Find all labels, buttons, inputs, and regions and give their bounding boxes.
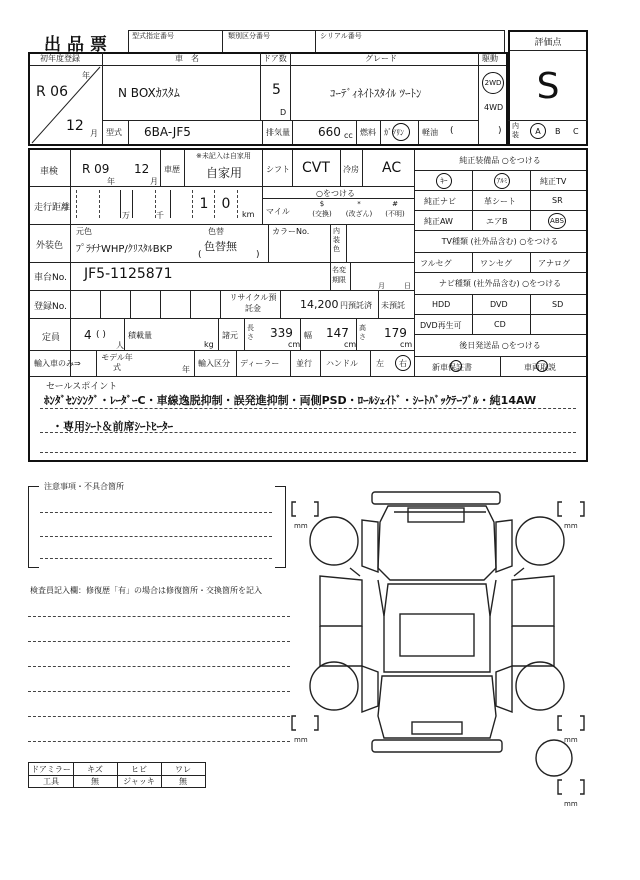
navi-cd: CD xyxy=(494,320,506,329)
name-change-day: 日 xyxy=(404,282,411,290)
equip-abs-circled: ABS xyxy=(548,213,566,229)
model-label: 型式 xyxy=(106,128,122,137)
equip-navi: 純正ナビ xyxy=(424,197,456,206)
inspection-year: R 09 xyxy=(82,162,110,176)
fuel-diesel: 軽油 xyxy=(422,128,438,137)
navi-dvd-play: DVD再生可 xyxy=(420,321,462,330)
drive-label: 駆動 xyxy=(482,54,498,63)
car-name-label: 車 名 xyxy=(175,54,199,63)
mile-circle-note: ○をつける xyxy=(316,189,355,198)
equipment-title: 純正装備品 ○をつける xyxy=(414,150,586,171)
equip-leather: 革シート xyxy=(484,197,516,206)
equip-key-circled: ｷｰ xyxy=(436,173,452,189)
capacity-label: 定員 xyxy=(42,333,61,343)
later-warranty: 新車保証書 xyxy=(432,363,472,372)
fuel-gasoline-circled: ｶﾞｿﾘﾝ xyxy=(384,128,404,137)
doors-value: 5 xyxy=(272,82,281,98)
first-reg-year: R 06 xyxy=(36,84,68,100)
warranty-circle-mark xyxy=(450,360,462,372)
mileage-digits xyxy=(76,190,266,220)
exterior-color-label: 外装色 xyxy=(36,241,64,251)
legend-crack: ヒビ xyxy=(131,764,147,774)
history-value: 自家用 xyxy=(206,166,243,180)
sales-point-line2: ・専用ｼｰﾄ＆前席ｼｰﾄﾋｰﾀｰ xyxy=(52,420,173,433)
tv-type-title: TV種類 (社外品含む) ○をつける xyxy=(414,230,586,253)
length-value: 339 xyxy=(270,326,293,340)
import-parallel: 並行 xyxy=(296,359,312,368)
displacement-label: 排気量 xyxy=(266,128,290,137)
displacement-value: 660 xyxy=(318,125,341,139)
capacity-value: 4 xyxy=(84,328,92,342)
sales-point-label: セールスポイント xyxy=(46,382,118,392)
name-change-month: 月 xyxy=(378,282,385,290)
load-unit: kg xyxy=(204,340,214,349)
handle-right-circled: 右 xyxy=(395,355,411,371)
load-label: 積載量 xyxy=(128,331,152,340)
mm-front-right: mm xyxy=(564,522,578,530)
legend-break: ワレ xyxy=(175,764,191,774)
displacement-unit: cc xyxy=(344,131,353,140)
equip-airbag: エアB xyxy=(486,217,508,226)
registration-label: 登録No. xyxy=(34,302,67,312)
chassis-value: JF5-1125871 xyxy=(84,266,173,282)
drive-2wd-circled: 2WD xyxy=(482,72,504,94)
first-reg-label: 初年度登録 xyxy=(40,54,80,63)
notes-box[interactable] xyxy=(28,486,286,568)
mileage-digit-5: 0 xyxy=(214,190,238,218)
tv-oneseg: ワンセグ xyxy=(480,259,512,268)
first-reg-month: 12 xyxy=(66,118,84,134)
ac-value: AC xyxy=(382,160,402,176)
height-value: 179 xyxy=(384,326,407,340)
inspection-year-suffix: 年 xyxy=(107,177,115,186)
navi-dvd: DVD xyxy=(490,300,508,309)
evaluation-label: 評価点 xyxy=(510,32,586,51)
form-title: 出品票 xyxy=(44,35,113,55)
mile-swap: $ (交換) xyxy=(312,200,332,218)
color-number-label: カラーNo. xyxy=(272,227,310,236)
shift-label: シフト xyxy=(266,165,290,174)
grade-label: グレード xyxy=(365,54,397,63)
later-manual: 車両取説 xyxy=(524,363,556,372)
length-label: 長さ xyxy=(247,324,254,341)
navi-hdd: HDD xyxy=(432,300,451,309)
interior-grade-b: B xyxy=(555,127,561,136)
repaint-label: 色替 xyxy=(208,227,224,236)
name-change-label: 名変期限 xyxy=(332,266,346,284)
doors-label: ドア数 xyxy=(263,54,287,63)
mileage-label: 走行距離 xyxy=(34,203,71,213)
car-name-value: N BOXｶｽﾀﾑ xyxy=(118,86,180,100)
legend-jack-value: 無 xyxy=(179,776,187,786)
year-suffix: 年 xyxy=(82,71,90,80)
grade-value: ｺｰﾃﾞｨﾈｲﾄｽﾀｲﾙ ﾂｰﾄﾝ xyxy=(330,87,422,100)
tv-analog: アナログ xyxy=(538,259,570,268)
width-unit: cm xyxy=(344,340,357,349)
mileage-digit-4: 1 xyxy=(192,190,215,218)
inspection-label: 車検 xyxy=(40,167,59,177)
mileage-unit: km xyxy=(242,210,255,219)
mile-unknown: # (不明) xyxy=(385,200,405,218)
fuel-label: 燃料 xyxy=(360,128,376,137)
length-unit: cm xyxy=(288,340,301,349)
header-number-fields xyxy=(128,30,505,54)
recycle-unpaid: 未預託 xyxy=(381,301,405,310)
serial-label: シリアル番号 xyxy=(320,32,362,40)
legend-jack: ジャッキ xyxy=(123,776,155,786)
legend-table xyxy=(28,762,206,788)
mile-label: マイル xyxy=(266,207,290,216)
inspector-label: 検査員記入欄：修復歴「有」の場合は修復箇所・交換箇所を記入 xyxy=(30,586,262,595)
legend-tools: 工具 xyxy=(43,776,59,786)
handle-left: 左 xyxy=(376,359,384,368)
equip-sunroof: SR xyxy=(552,196,563,205)
notes-label: 注意事項・不具合箇所 xyxy=(44,482,124,491)
ac-label: 冷房 xyxy=(343,165,359,174)
model-year-label: モデル年式 xyxy=(101,353,133,372)
recycle-unit: 円預託済 xyxy=(340,301,372,310)
interior-label: 内装 xyxy=(512,122,519,139)
history-label: 車歴 xyxy=(164,165,180,174)
month-suffix: 月 xyxy=(90,129,98,138)
mm-rear-left: mm xyxy=(294,736,308,744)
mm-spare: mm xyxy=(564,800,578,808)
recycle-value: 14,200 xyxy=(300,298,339,311)
original-color-label: 元色 xyxy=(76,227,92,236)
fuel-circle-mark xyxy=(392,123,410,141)
handle-label: ハンドル xyxy=(326,359,358,368)
mileage-sen-unit: 千 xyxy=(156,211,164,220)
original-color-value: ﾌﾟﾗﾁﾅWHP/ｸﾘｽﾀﾙBKP xyxy=(76,244,173,255)
mm-front-left: mm xyxy=(294,522,308,530)
evaluation-score: S xyxy=(536,65,560,107)
later-ship-title: 後日発送品 ○をつける xyxy=(414,334,586,357)
model-value: 6BA-JF5 xyxy=(144,125,191,139)
height-unit: cm xyxy=(400,340,413,349)
import-dealer: ディーラー xyxy=(240,359,280,368)
dims-label: 諸元 xyxy=(222,331,238,340)
kind-label: 型式指定番号 xyxy=(132,32,174,40)
car-damage-diagram[interactable] xyxy=(290,476,590,816)
tv-fullseg: フルセグ xyxy=(420,259,452,268)
interior-grade-c: C xyxy=(573,127,579,136)
repaint-value: 色替無 xyxy=(204,240,237,253)
shift-value: CVT xyxy=(302,160,330,176)
equip-aw: 純正AW xyxy=(424,217,453,226)
model-year-unit: 年 xyxy=(182,365,190,374)
history-note: ※未記入は自家用 xyxy=(196,152,251,160)
legend-tools-value: 無 xyxy=(91,776,99,786)
mileage-man-unit: 万 xyxy=(122,211,130,220)
equip-tv: 純正TV xyxy=(540,177,567,186)
legend-scratch: キズ xyxy=(87,764,103,774)
drive-4wd: 4WD xyxy=(484,103,504,112)
chassis-label: 車台No. xyxy=(34,273,67,283)
class-label: 類別区分番号 xyxy=(228,32,270,40)
mile-altered: * (改ざん) xyxy=(345,200,373,218)
import-type-label: 輸入区分 xyxy=(198,359,230,368)
equip-alloy-circled: ｱﾙﾐ xyxy=(494,173,510,189)
legend-door-mirror: ドアミラー xyxy=(31,764,71,774)
navi-sd: SD xyxy=(552,300,564,309)
repaint-paren-close: ) xyxy=(256,250,260,260)
inspector-notes-area[interactable] xyxy=(28,596,290,746)
recycle-label: リサイクル預託金 xyxy=(229,293,277,313)
inspection-month-suffix: 月 xyxy=(150,177,158,186)
mm-rear-right: mm xyxy=(564,736,578,744)
capacity-unit: 人 xyxy=(116,341,124,350)
capacity-paren: ( ) xyxy=(96,330,106,340)
sales-point-line1: ﾎﾝﾀﾞｾﾝｼﾝｸﾞ・ﾚｰﾀﾞｰC・車線逸脱抑制・誤発進抑制・両側PSD・ﾛｰﾙｼｪｲﾄﾞ・ｼｰﾄﾊﾞｯｸﾃｰﾌﾞﾙ・純14AW xyxy=(44,394,537,407)
height-label: 高さ xyxy=(359,324,366,341)
navi-type-title: ナビ種類 (社外品含む) ○をつける xyxy=(414,272,586,295)
repaint-paren-open: ( xyxy=(198,250,202,260)
interior-color-label: 内装色 xyxy=(333,227,340,253)
width-label: 幅 xyxy=(304,331,312,340)
fuel-paren-close: ) xyxy=(498,126,502,136)
import-label: 輸入車のみ⇒ xyxy=(34,359,81,368)
width-value: 147 xyxy=(326,326,349,340)
interior-grade-a-circled: A xyxy=(530,123,546,139)
inspection-month: 12 xyxy=(134,162,150,176)
doors-suffix: D xyxy=(280,108,287,117)
manual-circle-mark xyxy=(536,360,548,372)
fuel-paren-open: ( xyxy=(450,126,454,136)
